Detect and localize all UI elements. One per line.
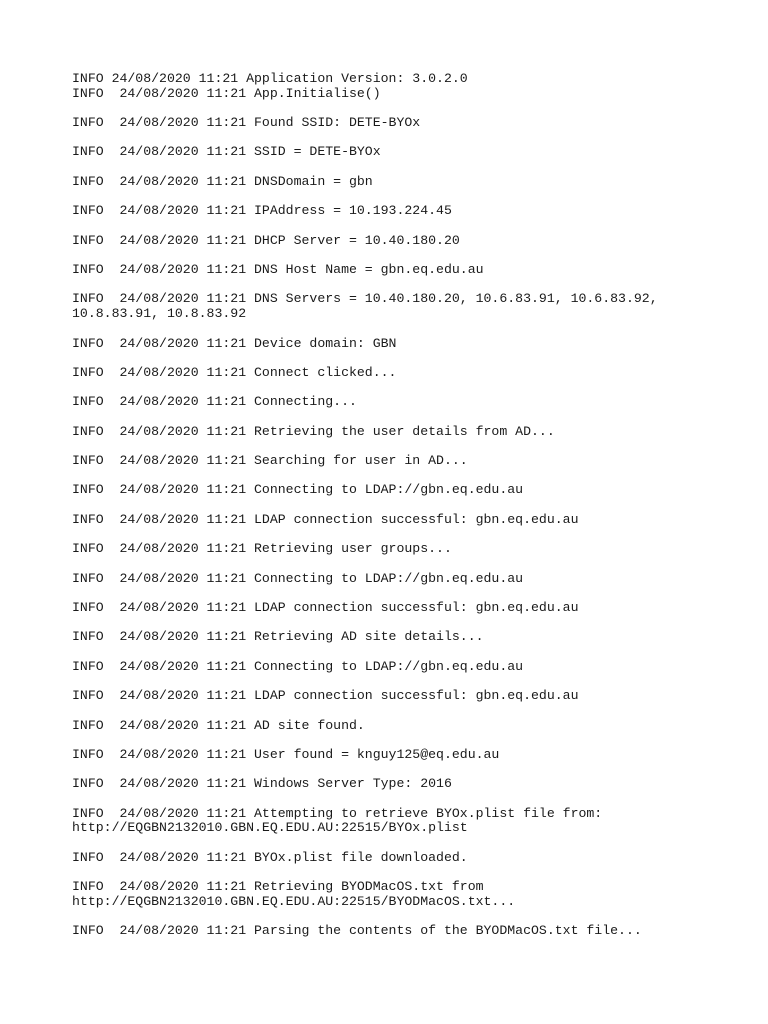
log-entry [72,542,732,557]
log-line: INFO 24/08/2020 11:21 AD site found. [72,717,365,733]
log-entry [72,87,732,102]
log-line: INFO 24/08/2020 11:21 Retrieving user groups... [72,541,452,557]
log-entry [72,366,732,381]
log-line-continuation: http://EQGBN2132010.GBN.EQ.EDU.AU:22515/BYOx.plist [72,820,468,836]
log-entry [72,292,732,321]
log-entry [72,145,732,160]
log-entry [72,204,732,219]
log-line: INFO 24/08/2020 11:21 Connecting to LDAP://gbn.eq.edu.au [72,482,524,498]
log-entry [72,116,732,131]
log-entry [72,630,732,645]
log-entry [72,72,732,87]
log-line: INFO 24/08/2020 11:21 Connecting... [72,394,357,410]
log-entry [72,719,732,734]
log-line: INFO 24/08/2020 11:21 DHCP Server = 10.40.180.20 [72,232,460,248]
log-body [72,72,732,954]
log-entry [72,234,732,249]
log-line: INFO 24/08/2020 11:21 Application Version: 3.0.2.0 [72,71,468,86]
log-entry [72,454,732,469]
log-line: INFO 24/08/2020 11:21 Searching for user in AD... [72,453,468,469]
log-entry [72,689,732,704]
log-entry [72,924,732,939]
log-entry [72,748,732,763]
log-entry [72,263,732,278]
log-line: INFO 24/08/2020 11:21 SSID = DETE-BYOx [72,144,381,160]
log-line: INFO 24/08/2020 11:21 LDAP connection successful: gbn.eq.edu.au [72,688,579,704]
log-line: INFO 24/08/2020 11:21 App.Initialise() [72,85,381,101]
log-entry [72,395,732,410]
log-entry [72,601,732,616]
log-line-continuation: 10.8.83.91, 10.8.83.92 [72,306,247,322]
log-line: INFO 24/08/2020 11:21 LDAP connection successful: gbn.eq.edu.au [72,511,579,527]
log-line: INFO 24/08/2020 11:21 DNS Servers = 10.40.180.20, 10.6.83.91, 10.6.83.92, [72,291,658,307]
log-line: INFO 24/08/2020 11:21 BYOx.plist file downloaded. [72,849,468,865]
log-line: INFO 24/08/2020 11:21 Found SSID: DETE-BYOx [72,115,421,131]
log-line: INFO 24/08/2020 11:21 DNS Host Name = gbn.eq.edu.au [72,262,484,278]
log-line: INFO 24/08/2020 11:21 IPAddress = 10.193.224.45 [72,203,452,219]
log-entry [72,807,732,836]
log-line: INFO 24/08/2020 11:21 DNSDomain = gbn [72,173,373,189]
log-line: INFO 24/08/2020 11:21 Retrieving AD site details... [72,629,484,645]
log-line-continuation: http://EQGBN2132010.GBN.EQ.EDU.AU:22515/BYODMacOS.txt... [72,893,516,909]
log-line: INFO 24/08/2020 11:21 Connect clicked... [72,364,397,380]
log-entry [72,572,732,587]
log-line: INFO 24/08/2020 11:21 Device domain: GBN [72,335,397,351]
log-entry [72,513,732,528]
log-line: INFO 24/08/2020 11:21 Windows Server Type: 2016 [72,776,452,792]
log-line: INFO 24/08/2020 11:21 Parsing the contents of the BYODMacOS.txt file... [72,923,642,939]
log-line: INFO 24/08/2020 11:21 Connecting to LDAP://gbn.eq.edu.au [72,570,524,586]
log-line: INFO 24/08/2020 11:21 Retrieving BYODMacOS.txt from [72,879,484,895]
log-entry [72,425,732,440]
log-line: INFO 24/08/2020 11:21 Retrieving the user details from AD... [72,423,555,439]
log-entry [72,777,732,792]
log-entry [72,880,732,909]
log-entry [72,483,732,498]
log-entry [72,337,732,352]
log-line: INFO 24/08/2020 11:21 Attempting to retrieve BYOx.plist file from: [72,805,603,821]
log-entry [72,175,732,190]
log-line: INFO 24/08/2020 11:21 LDAP connection successful: gbn.eq.edu.au [72,600,579,616]
log-line: INFO 24/08/2020 11:21 Connecting to LDAP://gbn.eq.edu.au [72,658,524,674]
log-entry [72,660,732,675]
log-entry [72,851,732,866]
log-line: INFO 24/08/2020 11:21 User found = knguy125@eq.edu.au [72,747,500,762]
